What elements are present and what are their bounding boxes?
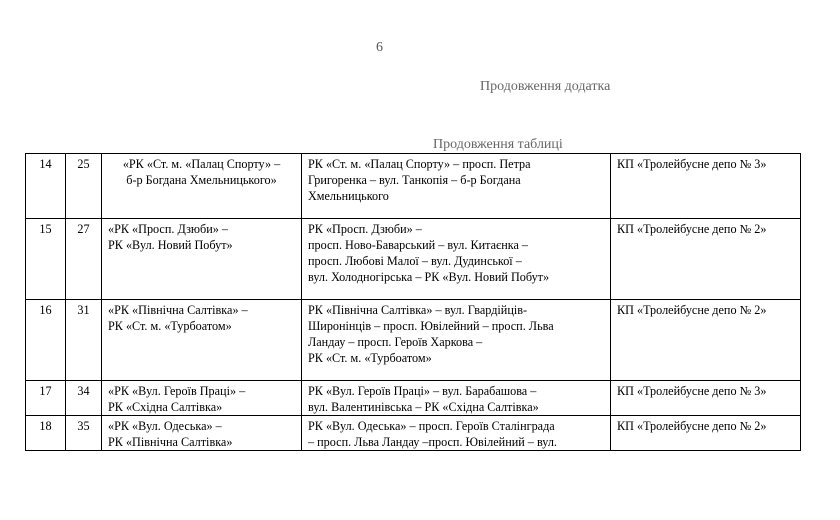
row-number-cell: 17 [26, 381, 66, 416]
table-row [26, 381, 801, 416]
depot-cell: КП «Тролейбусне депо № 3» [611, 154, 801, 219]
route-number-cell: 34 [66, 381, 102, 416]
row-number-cell: 15 [26, 219, 66, 300]
table-row [26, 219, 801, 300]
route-path-line: Широнінців – просп. Ювілейний – просп. Льва [308, 319, 554, 333]
table-row [26, 154, 801, 219]
routes-table [25, 153, 801, 451]
route-path-line: РК «Ст. м. «Палац Спорту» – просп. Петра [308, 157, 531, 171]
row-number-cell: 16 [26, 300, 66, 381]
route-name-line: «РК «Вул. Героїв Праці» – [108, 384, 246, 398]
route-number-cell: 35 [66, 416, 102, 451]
table-row [26, 416, 801, 451]
route-name-line: б-р Богдана Хмельницького» [126, 173, 277, 187]
route-name-cell [102, 381, 302, 416]
route-path-cell [302, 154, 611, 219]
route-path-line: просп. Ново-Баварський – вул. Китаєнка – [308, 238, 529, 252]
table-row [26, 300, 801, 381]
route-path-line: РК «Ст. м. «Турбоатом» [308, 351, 432, 365]
route-number-cell: 25 [66, 154, 102, 219]
route-name-line: РК «Східна Салтівка» [108, 400, 223, 414]
route-path-cell [302, 416, 611, 451]
route-path-line: Хмельницького [308, 189, 389, 203]
route-path-line: – просп. Льва Ландау –просп. Ювілейний – вул. [308, 435, 557, 449]
route-path-line: вул. Валентинівська – РК «Східна Салтівка» [308, 400, 539, 414]
continuation-table-heading: Продовження таблиці [433, 137, 563, 152]
route-name-line: РК «Ст. м. «Турбоатом» [108, 319, 232, 333]
route-name-line: «РК «Просп. Дзюби» – [108, 222, 228, 236]
route-number-cell: 31 [66, 300, 102, 381]
route-name-cell [102, 416, 302, 451]
route-path-line: Григоренка – вул. Танкопія – б-р Богдана [308, 173, 521, 187]
route-path-line: РК «Вул. Героїв Праці» – вул. Барабашова – [308, 384, 537, 398]
row-number-cell: 18 [26, 416, 66, 451]
route-name-line: «РК «Вул. Одеська» – [108, 419, 222, 433]
route-path-cell [302, 300, 611, 381]
depot-cell: КП «Тролейбусне депо № 3» [611, 381, 801, 416]
route-name-line: «РК «Ст. м. «Палац Спорту» – [122, 157, 281, 171]
page-number: 6 [376, 40, 383, 55]
route-path-cell [302, 219, 611, 300]
depot-cell: КП «Тролейбусне депо № 2» [611, 300, 801, 381]
route-name-cell [102, 219, 302, 300]
route-number-cell: 27 [66, 219, 102, 300]
route-path-line: Ландау – просп. Героїв Харкова – [308, 335, 483, 349]
route-name-line: РК «Північна Салтівка» [108, 435, 233, 449]
route-name-line: «РК «Північна Салтівка» – [108, 303, 248, 317]
route-name-cell [102, 300, 302, 381]
route-path-line: РК «Вул. Одеська» – просп. Героїв Сталінграда [308, 419, 555, 433]
route-path-cell [302, 381, 611, 416]
route-path-line: РК «Північна Салтівка» – вул. Гвардійців- [308, 303, 528, 317]
route-path-line: просп. Любові Малої – вул. Дудинської – [308, 254, 522, 268]
route-path-line: вул. Холодногірська – РК «Вул. Новий Побут» [308, 270, 550, 284]
continuation-appendix-heading: Продовження додатка [480, 79, 611, 94]
route-name-cell [102, 154, 302, 219]
route-name-line: РК «Вул. Новий Побут» [108, 238, 233, 252]
depot-cell: КП «Тролейбусне депо № 2» [611, 416, 801, 451]
depot-cell: КП «Тролейбусне депо № 2» [611, 219, 801, 300]
route-path-line: РК «Просп. Дзюби» – [308, 222, 422, 236]
row-number-cell: 14 [26, 154, 66, 219]
